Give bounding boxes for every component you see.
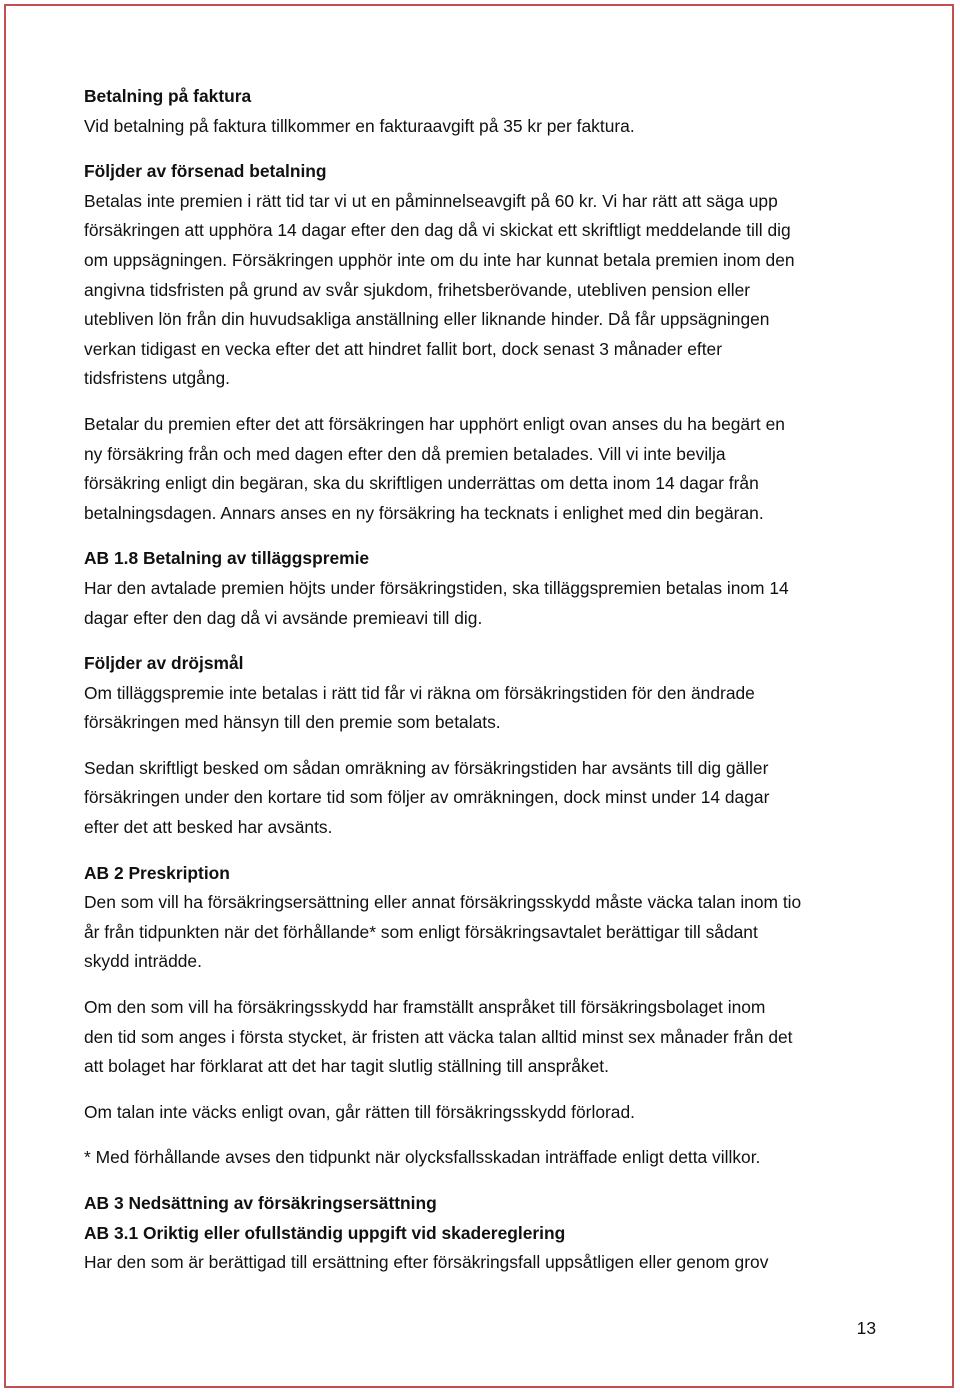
text-line: verkan tidigast en vecka efter det att hindret fallit bort, dock senast 3 månader efter bbox=[84, 338, 723, 359]
text-line: Betalar du premien efter det att försäkringen har upphört enligt ovan anses du ha begärt en bbox=[84, 413, 785, 434]
text-line: om uppsägningen. Försäkringen upphör inte om du inte har kunnat betala premien inom den bbox=[84, 249, 795, 270]
text-line: försäkringen att upphöra 14 dagar efter den dag då vi skickat ett skriftligt meddelande till dig bbox=[84, 220, 791, 241]
section-heading: Följder av dröjsmål bbox=[84, 653, 244, 674]
text-line: försäkring enligt din begäran, ska du skriftligen underrättas om detta inom 14 dagar från bbox=[84, 473, 759, 494]
section-betalning-pa-faktura bbox=[84, 82, 884, 141]
text-line: försäkringen under den kortare tid som följer av omräkningen, dock minst under 14 dagar bbox=[84, 787, 770, 808]
subsection-heading: AB 3.1 Oriktig eller ofullständig uppgift vid skadereglering bbox=[84, 1222, 566, 1243]
paragraph-betalar-du-premien bbox=[84, 410, 884, 528]
document-body bbox=[84, 82, 884, 1278]
text-line: Vid betalning på faktura tillkommer en fakturaavgift på 35 kr per faktura. bbox=[84, 115, 635, 136]
page-number: 13 bbox=[856, 1318, 876, 1338]
text-line: Betalas inte premien i rätt tid tar vi ut en påminnelseavgift på 60 kr. Vi har rätt att säga upp bbox=[84, 190, 778, 211]
text-line: Om tilläggspremie inte betalas i rätt tid får vi räkna om försäkringstiden för den ändrade bbox=[84, 682, 755, 703]
text-line: efter det att besked har avsänts. bbox=[84, 817, 333, 838]
paragraph-footnote bbox=[84, 1143, 884, 1173]
text-line: * Med förhållande avses den tidpunkt när olycksfallsskadan inträffade enligt detta villkor. bbox=[84, 1147, 761, 1168]
section-heading: AB 1.8 Betalning av tilläggspremie bbox=[84, 548, 370, 569]
section-foljder-drojsmal bbox=[84, 649, 884, 738]
text-line: Om den som vill ha försäkringsskydd har framställt anspråket till försäkringsbolaget inom bbox=[84, 997, 766, 1018]
text-line: att bolaget har förklarat att det har tagit slutlig ställning till anspråket. bbox=[84, 1056, 609, 1077]
text-line: Sedan skriftligt besked om sådan omräkning av försäkringstiden har avsänts till dig gäller bbox=[84, 757, 769, 778]
text-line: Den som vill ha försäkringsersättning eller annat försäkringsskydd måste väcka talan inom tio bbox=[84, 892, 802, 913]
text-line: betalningsdagen. Annars anses en ny försäkring ha tecknats i enlighet med din begäran. bbox=[84, 502, 764, 523]
text-line: Har den avtalade premien höjts under försäkringstiden, ska tilläggspremien betalas inom 14 bbox=[84, 577, 789, 598]
text-line: angivna tidsfristen på grund av svår sjukdom, frihetsberövande, utebliven pension eller bbox=[84, 279, 751, 300]
text-line: skydd inträdde. bbox=[84, 951, 202, 972]
text-line: ny försäkring från och med dagen efter den då premien betalades. Vill vi inte bevilja bbox=[84, 443, 726, 464]
paragraph-om-talan bbox=[84, 1098, 884, 1128]
text-line: Om talan inte väcks enligt ovan, går rätten till försäkringsskydd förlorad. bbox=[84, 1101, 635, 1122]
text-line: år från tidpunkten när det förhållande* som enligt försäkringsavtalet berättigar till sådant bbox=[84, 921, 758, 942]
section-heading: Följder av försenad betalning bbox=[84, 161, 327, 182]
section-ab-1-8 bbox=[84, 544, 884, 633]
text-line: den tid som anges i första stycket, är fristen att väcka talan alltid minst sex månader från det bbox=[84, 1026, 793, 1047]
paragraph-om-den-som-vill bbox=[84, 993, 884, 1082]
section-heading: AB 3 Nedsättning av försäkringsersättning bbox=[84, 1193, 437, 1213]
paragraph-sedan-skriftligt bbox=[84, 754, 884, 843]
section-ab-3 bbox=[84, 1189, 884, 1278]
section-heading: Betalning på faktura bbox=[84, 86, 252, 106]
text-line: tidsfristens utgång. bbox=[84, 368, 230, 389]
section-heading: AB 2 Preskription bbox=[84, 862, 230, 883]
section-foljder-forsenad-betalning bbox=[84, 157, 884, 394]
text-line: dagar efter den dag då vi avsände premieavi till dig. bbox=[84, 607, 483, 628]
text-line: Har den som är berättigad till ersättning efter försäkringsfall uppsåtligen eller genom grov bbox=[84, 1252, 769, 1273]
text-line: försäkringen med hänsyn till den premie som betalats. bbox=[84, 712, 501, 733]
text-line: utebliven lön från din huvudsakliga anställning eller liknande hinder. Då får uppsägningen bbox=[84, 309, 770, 330]
section-ab-2-preskription bbox=[84, 859, 884, 977]
